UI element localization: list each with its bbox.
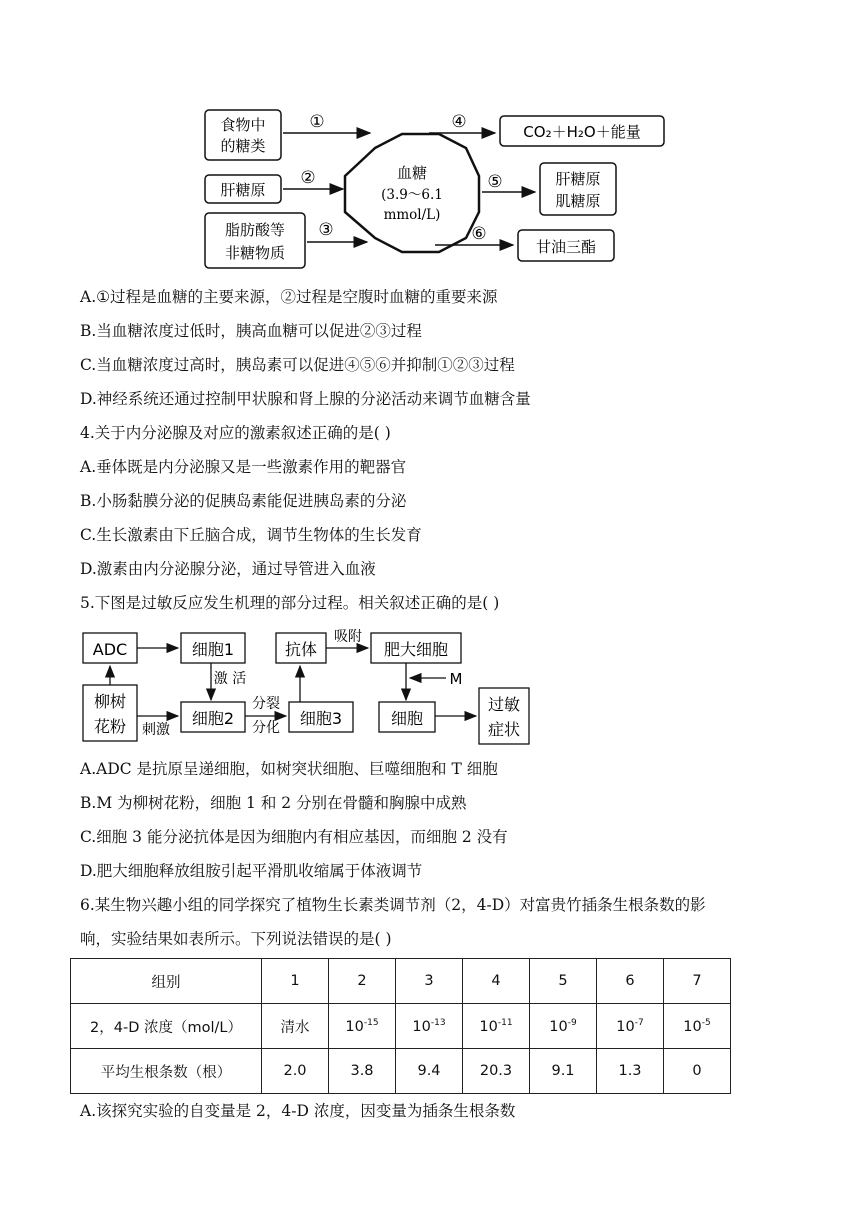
glycogen-out-text-2: 肌糖原 <box>555 192 601 210</box>
divide-label-2: 分化 <box>252 720 280 736</box>
q5-option-b: B.M 为柳树花粉，细胞 1 和 2 分别在骨髓和胸腺中成熟 <box>80 794 467 812</box>
label-5: ⑤ <box>487 172 503 192</box>
allergy-diagram <box>78 628 538 750</box>
table-row-groups <box>71 959 731 1004</box>
label-6: ⑥ <box>471 224 487 244</box>
q5-stem: 5.下图是过敏反应发生机理的部分过程。相关叙述正确的是( ) <box>80 594 500 612</box>
group-cell: 3 <box>396 959 463 1004</box>
activate-label: 激 活 <box>213 671 247 687</box>
label-4: ④ <box>451 112 467 132</box>
q5-option-c: C.细胞 3 能分泌抗体是因为细胞内有相应基因，而细胞 2 没有 <box>80 828 508 846</box>
symptom-text-2: 症状 <box>487 720 521 739</box>
conc-cell: $10^{-15}$ <box>329 1004 396 1049</box>
blood-sugar-title: 血糖 <box>396 164 428 182</box>
roots-cell: 20.3 <box>463 1049 530 1094</box>
m-label: M <box>449 670 463 688</box>
mast-cell-text: 肥大细胞 <box>383 640 449 659</box>
conc-cell: $10^{-5}$ <box>664 1004 731 1049</box>
cell1-text: 细胞1 <box>191 640 235 659</box>
cell-text: 细胞 <box>390 709 424 728</box>
co2-text: CO₂＋H₂O＋能量 <box>523 123 641 141</box>
q4-option-d: D.激素由内分泌腺分泌，通过导管进入血液 <box>80 560 376 578</box>
adc-text: ADC <box>92 640 128 659</box>
q4-stem: 4.关于内分泌腺及对应的激素叙述正确的是( ) <box>80 424 391 442</box>
blood-sugar-diagram <box>195 100 675 275</box>
q3-option-c: C.当血糖浓度过高时，胰岛素可以促进④⑤⑥并抑制①②③过程 <box>80 356 515 374</box>
food-sugar-text-1: 食物中 <box>220 116 266 134</box>
non-sugar-text-2: 非糖物质 <box>224 244 286 262</box>
symptom-text-1: 过敏 <box>487 695 521 714</box>
q6-option-a: A.该探究实验的自变量是 2，4-D 浓度，因变量为插条生根条数 <box>80 1102 516 1120</box>
q4-option-c: C.生长激素由下丘脑合成，调节生物体的生长发育 <box>80 526 422 544</box>
roots-cell: 3.8 <box>329 1049 396 1094</box>
group-cell: 6 <box>597 959 664 1004</box>
conc-cell: $10^{-7}$ <box>597 1004 664 1049</box>
row-header-roots: 平均生根条数（根） <box>71 1049 262 1094</box>
conc-cell: $10^{-13}$ <box>396 1004 463 1049</box>
blood-sugar-unit: mmol/L) <box>383 207 441 223</box>
q3-option-a: A.①过程是血糖的主要来源，②过程是空腹时血糖的重要来源 <box>80 288 498 306</box>
table-row-concentration <box>71 1004 731 1049</box>
group-cell: 4 <box>463 959 530 1004</box>
group-cell: 5 <box>530 959 597 1004</box>
q6-stem-line2: 响，实验结果如表所示。下列说法错误的是( ) <box>80 930 392 948</box>
label-2: ② <box>300 168 316 188</box>
pollen-text-1: 柳树 <box>93 692 127 711</box>
divide-label-1: 分裂 <box>252 696 280 712</box>
non-sugar-text-1: 脂肪酸等 <box>224 221 286 239</box>
label-1: ① <box>309 112 325 132</box>
pollen-text-2: 花粉 <box>93 717 127 736</box>
group-cell: 2 <box>329 959 396 1004</box>
q6-stem-line1: 6.某生物兴趣小组的同学探究了植物生长素类调节剂（2，4-D）对富贵竹插条生根条数的影 <box>80 896 706 914</box>
roots-cell: 1.3 <box>597 1049 664 1094</box>
experiment-table <box>70 958 731 1094</box>
cell3-text: 细胞3 <box>299 709 343 728</box>
q4-option-a: A.垂体既是内分泌腺又是一些激素作用的靶器官 <box>80 458 407 476</box>
adsorb-label: 吸附 <box>334 629 362 645</box>
cell2-text: 细胞2 <box>191 709 235 728</box>
label-3: ③ <box>318 220 334 240</box>
roots-cell: 2.0 <box>262 1049 329 1094</box>
conc-cell: 清水 <box>262 1004 329 1049</box>
roots-cell: 9.4 <box>396 1049 463 1094</box>
roots-cell: 9.1 <box>530 1049 597 1094</box>
row-header-concentration: 2，4-D 浓度（mol/L） <box>71 1004 262 1049</box>
conc-cell: $10^{-9}$ <box>530 1004 597 1049</box>
row-header-group: 组别 <box>71 959 262 1004</box>
q4-option-b: B.小肠黏膜分泌的促胰岛素能促进胰岛素的分泌 <box>80 492 407 510</box>
food-sugar-text-2: 的糖类 <box>220 137 266 155</box>
glycogen-out-text-1: 肝糖原 <box>555 170 601 188</box>
q5-option-d: D.肥大细胞释放组胺引起平滑肌收缩属于体液调节 <box>80 862 423 880</box>
q5-option-a: A.ADC 是抗原呈递细胞，如树突状细胞、巨噬细胞和 T 细胞 <box>80 760 498 778</box>
roots-cell: 0 <box>664 1049 731 1094</box>
triglyceride-text: 甘油三酯 <box>535 238 597 256</box>
conc-cell: $10^{-11}$ <box>463 1004 530 1049</box>
q3-option-d: D.神经系统还通过控制甲状腺和肾上腺的分泌活动来调节血糖含量 <box>80 390 531 408</box>
group-cell: 1 <box>262 959 329 1004</box>
stimulate-label: 刺激 <box>142 722 170 738</box>
liver-glycogen-text: 肝糖原 <box>220 181 266 199</box>
table-row-roots <box>71 1049 731 1094</box>
group-cell: 7 <box>664 959 731 1004</box>
q3-option-b: B.当血糖浓度过低时，胰高血糖可以促进②③过程 <box>80 322 422 340</box>
antibody-text: 抗体 <box>284 640 318 659</box>
blood-sugar-range: (3.9～6.1 <box>381 187 443 203</box>
